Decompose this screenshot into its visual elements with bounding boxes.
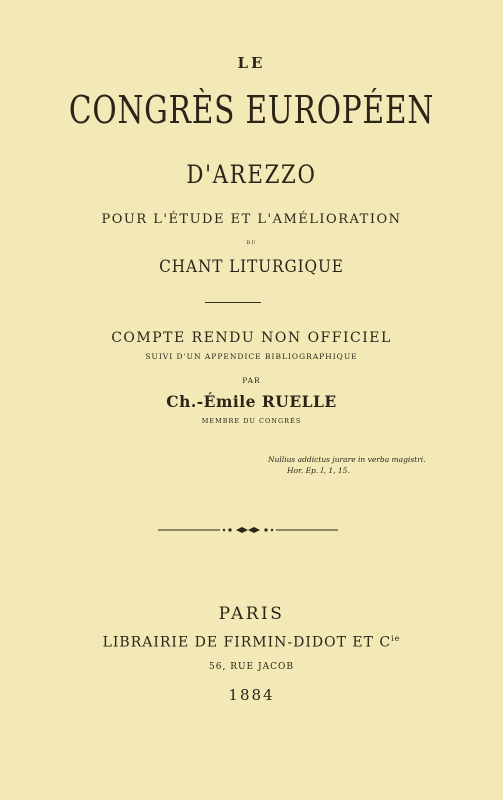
by-line: PAR — [242, 376, 261, 385]
subtitle: POUR L'ÉTUDE ET L'AMÉLIORATION — [101, 212, 402, 227]
publisher-name: LIBRAIRIE DE FIRMIN-DIDOT ET C — [102, 634, 392, 651]
report-line: COMPTE RENDU NON OFFICIEL — [111, 330, 392, 346]
imprint-city: PARIS — [218, 604, 285, 624]
subject-title: CHANT LITURGIQUE — [159, 257, 344, 277]
place-title: D'AREZZO — [186, 160, 317, 189]
epigraph-quote: Nullius addictus jurare in verba magistri. — [268, 455, 426, 464]
imprint-address: 56, RUE JACOB — [209, 662, 294, 672]
imprint-publisher — [0, 634, 503, 651]
article-le: LE — [237, 54, 266, 72]
author-name: Ch.-Émile RUELLE — [166, 392, 337, 411]
ornament-divider — [158, 523, 338, 537]
main-title: CONGRÈS EUROPÉEN — [68, 88, 435, 132]
imprint-year: 1884 — [228, 686, 275, 704]
connector-du: DU — [246, 240, 257, 246]
divider-rule — [205, 302, 261, 303]
publisher-sup: ie — [391, 634, 401, 643]
author-role: MEMBRE DU CONGRÈS — [201, 417, 302, 425]
epigraph-source: Hor. Ep. I, 1, 15. — [287, 466, 350, 475]
appendix-line: SUIVI D'UN APPENDICE BIBLIOGRAPHIQUE — [145, 352, 358, 361]
